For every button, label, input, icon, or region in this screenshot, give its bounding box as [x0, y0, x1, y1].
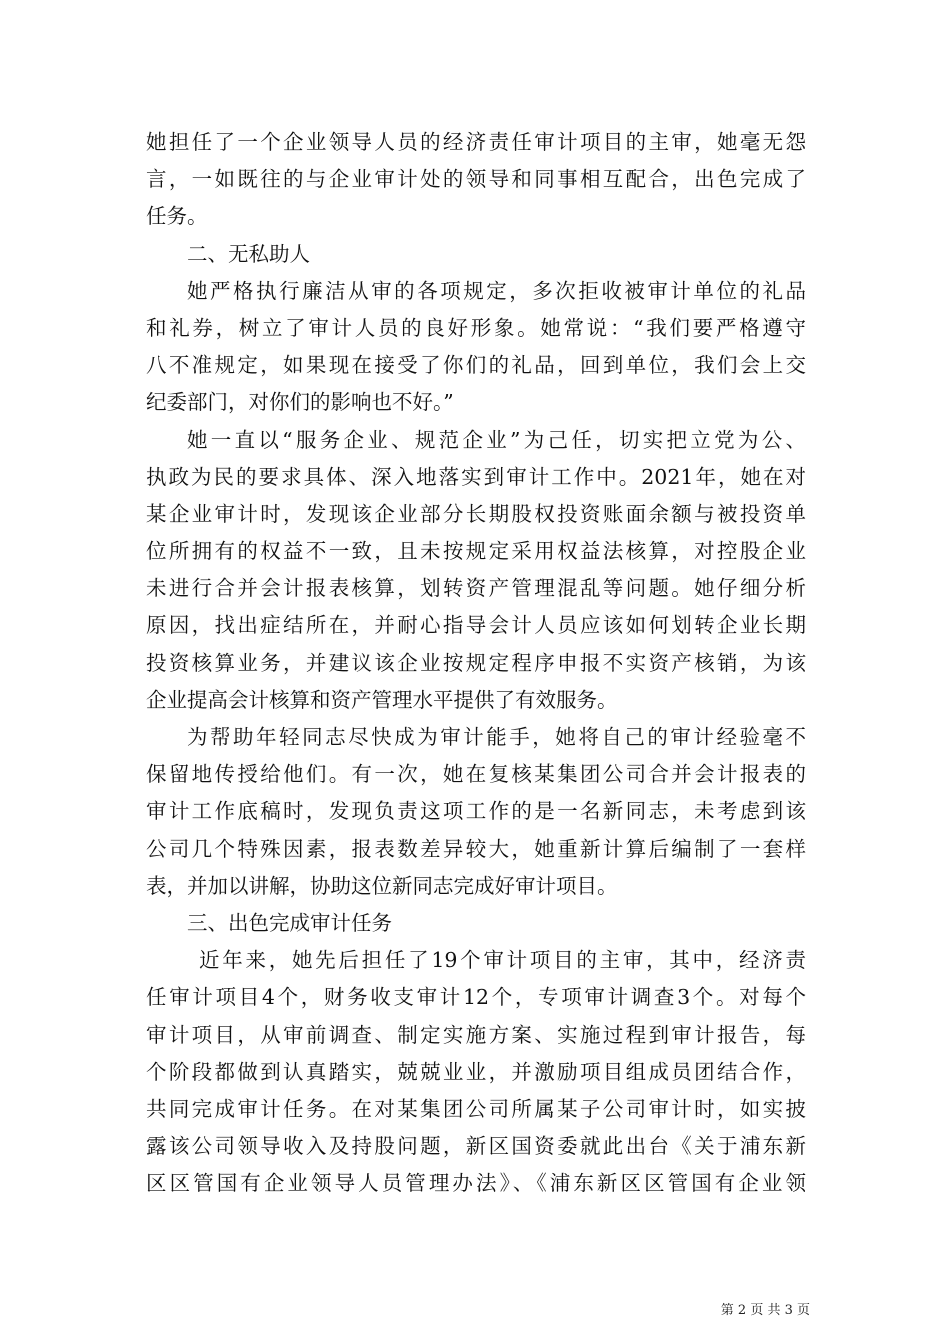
text-line: 露该公司领导收入及持股问题，新区国资委就此出台《关于浦东新 — [146, 1134, 806, 1159]
text-line: 未进行合并会计报表核算，划转资产管理混乱等问题。她仔细分析 — [146, 576, 806, 601]
text-line: 她严格执行廉洁从审的各项规定，多次拒收被审计单位的礼品 — [187, 278, 806, 303]
text-line: 公司几个特殊因素，报表数差异较大，她重新计算后编制了一套样 — [146, 836, 806, 861]
text-line: 为帮助年轻同志尽快成为审计能手，她将自己的审计经验毫不 — [187, 725, 806, 749]
text-line: 原因，找出症结所在，并耐心指导会计人员应该如何划转企业长期 — [146, 613, 806, 638]
text-line: 近年来，她先后担任了19个审计项目的主审，其中，经济责 — [199, 948, 806, 973]
page-number: 第 2 页 共 3 页 — [720, 1303, 810, 1318]
text-line: 企业提高会计核算和资产管理水平提供了有效服务。 — [146, 687, 618, 712]
text-line: 共同完成审计任务。在对某集团公司所属某子公司审计时，如实披 — [146, 1096, 806, 1121]
text-line: 区区管国有企业领导人员管理办法》、《浦东新区区管国有企业领 — [146, 1171, 806, 1196]
text-line: 某企业审计时，发现该企业部分长期股权投资账面余额与被投资单 — [146, 501, 806, 526]
body-text — [146, 124, 806, 1202]
text-line: 言，一如既往的与企业审计处的领导和同事相互配合，出色完成了 — [146, 167, 806, 192]
text-line: 任务。 — [146, 204, 208, 229]
text-line: 表，并加以讲解，协助这位新同志完成好审计项目。 — [146, 873, 618, 898]
text-line: 她担任了一个企业领导人员的经济责任审计项目的主审，她毫无怨 — [146, 130, 806, 154]
text-line: 执政为民的要求具体、深入地落实到审计工作中。2021年，她在对 — [146, 464, 806, 489]
text-line: 任审计项目4个，财务收支审计12个，专项审计调查3个。对每个 — [146, 985, 806, 1010]
text-line: 和礼券，树立了审计人员的良好形象。她常说：“我们要严格遵守 — [146, 315, 806, 340]
text-line: 八不准规定，如果现在接受了你们的礼品，回到单位，我们会上交 — [146, 353, 806, 378]
text-line: 纪委部门，对你们的影响也不好。” — [146, 390, 454, 415]
text-line: 位所拥有的权益不一致，且未按规定采用权益法核算，对控股企业 — [146, 539, 806, 564]
text-line: 审计工作底稿时，发现负责这项工作的是一名新同志，未考虑到该 — [146, 799, 806, 824]
text-line: 保留地传授给他们。有一次，她在复核某集团公司合并会计报表的 — [146, 762, 806, 787]
text-line: 投资核算业务，并建议该企业按规定程序申报不实资产核销，为该 — [146, 650, 806, 675]
text-line: 个阶段都做到认真踏实，兢兢业业，并激励项目组成员团结合作， — [146, 1059, 806, 1084]
text-line: 审计项目，从审前调查、制定实施方案、实施过程到审计报告，每 — [146, 1022, 806, 1047]
text-line: 她一直以“服务企业、规范企业”为己任，切实把立党为公、 — [187, 427, 806, 452]
text-line: 二、无私助人 — [187, 241, 310, 266]
text-line: 三、出色完成审计任务 — [187, 910, 392, 935]
